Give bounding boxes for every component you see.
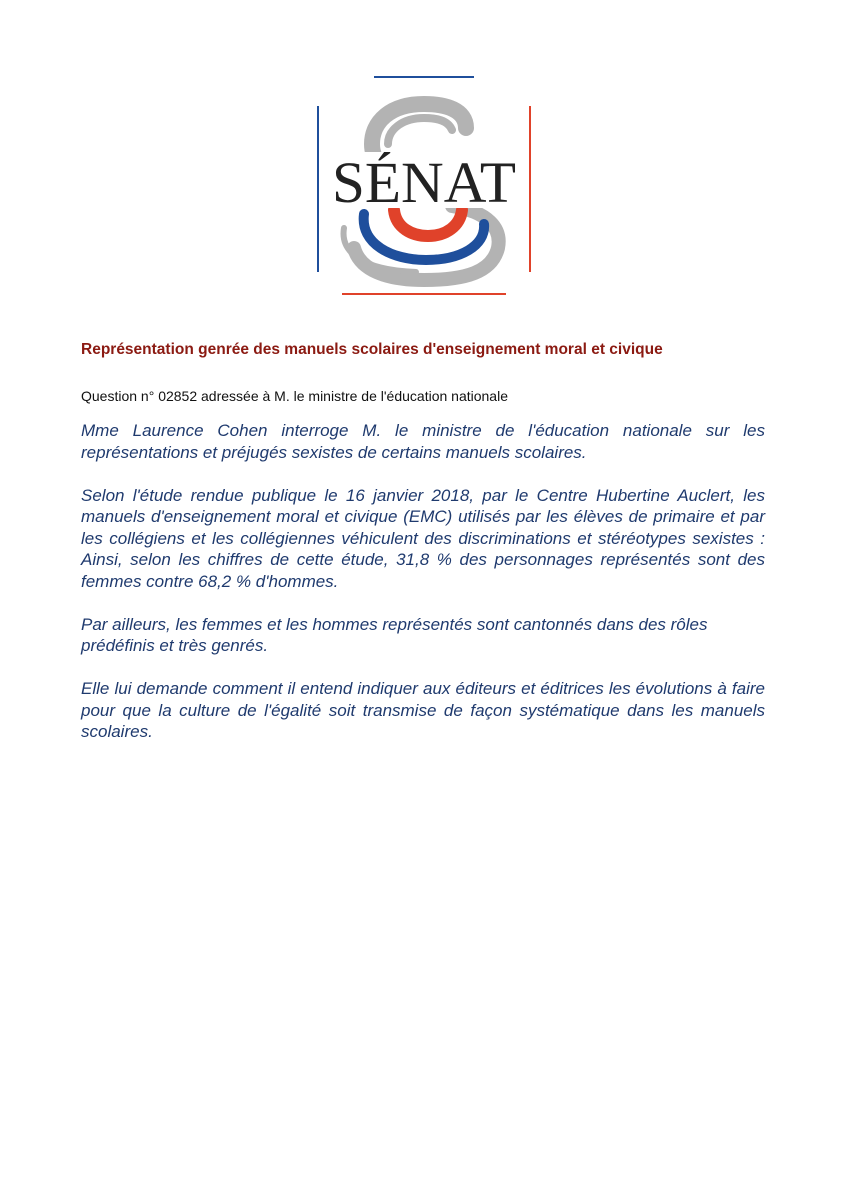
body-paragraph: Mme Laurence Cohen interroge M. le ministre de l'éducation nationale sur les représentations et préjugés sexistes de certains manuels scolaires. <box>81 421 765 462</box>
logo-wordmark: SÉNAT <box>332 150 516 215</box>
document-title: Représentation genrée des manuels scolaires d'enseignement moral et civique <box>81 341 663 358</box>
logo-s-inner-arc <box>388 118 452 144</box>
question-reference: Question n° 02852 adressée à M. le ministre de l'éducation nationale <box>81 388 508 404</box>
body-paragraph: Par ailleurs, les femmes et les hommes représentés sont cantonnés dans des rôles prédéfinis et très genrés. <box>81 614 708 655</box>
question-body <box>81 420 765 764</box>
body-paragraph: Elle lui demande comment il entend indiquer aux éditeurs et éditrices les évolutions à faire pour que la culture de l'égalité soit transmise de façon systématique dans les manuels scolaires. <box>81 679 765 741</box>
body-paragraph: Selon l'étude rendue publique le 16 janvier 2018, par le Centre Hubertine Auclert, les manuels d'enseignement moral et civique (EMC) utilisés par les élèves de primaire et par les collégiens et les collégiennes véhiculent des discriminations et stéréotypes sexistes : Ainsi, selon les chiffres de cette étude, 31,8 % des personnages représentés sont des femmes contre 68,2 % d'hommes. <box>81 485 765 591</box>
senat-logo <box>316 76 532 298</box>
